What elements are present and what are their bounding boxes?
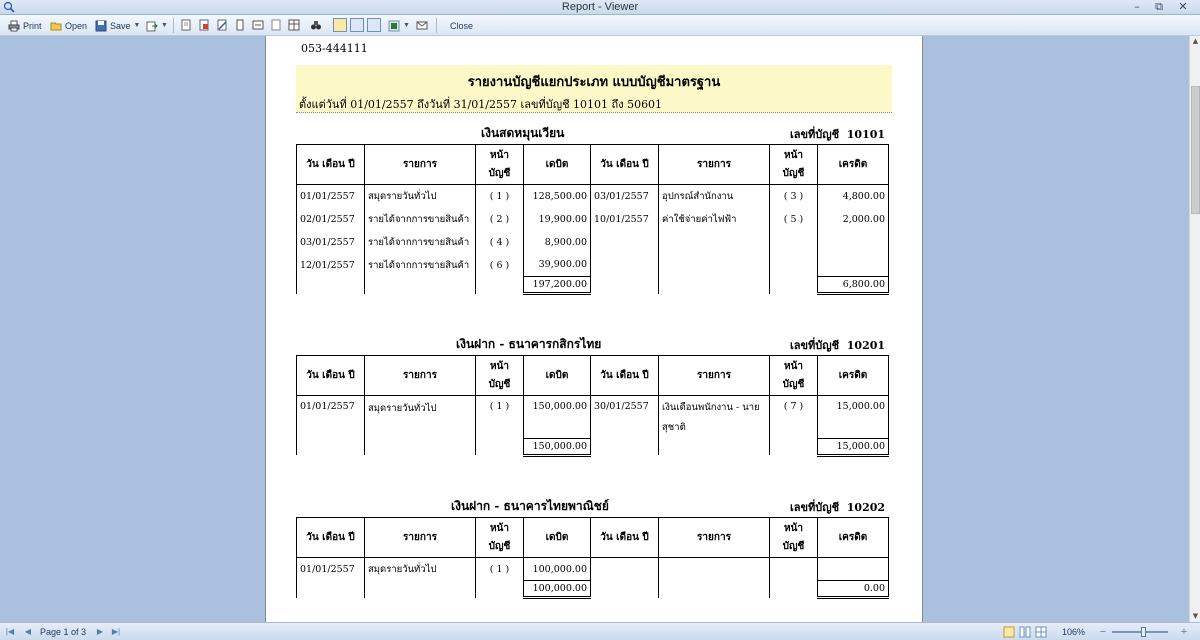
zoom-out-icon[interactable]: − xyxy=(1099,626,1107,638)
table-row: 01/01/2557 สมุดรายวันทั่วไป ( 1 ) 150,000.00 30/01/2557 เงินเดือนพนักงาน - นาย สุชาติ ( 7 ) 15,000.00 xyxy=(297,396,889,439)
report-title: รายงานบัญชีแยกประเภท แบบบัญชีมาตรฐาน xyxy=(467,75,721,90)
print-label: Print xyxy=(23,20,42,31)
col-ref: หน้า บัญชี xyxy=(476,518,524,558)
account-number-value: 10201 xyxy=(846,339,886,352)
col-date: วัน เดือน ปี xyxy=(591,518,659,558)
col-date: วัน เดือน ปี xyxy=(297,356,365,396)
view-two-pages-button[interactable] xyxy=(350,18,364,32)
col-desc: รายการ xyxy=(365,145,476,185)
col-date: วัน เดือน ปี xyxy=(591,145,659,185)
table-row: 02/01/2557 รายได้จากการขายสินค้า ( 2 ) 19,900.00 10/01/2557 ค่าใช้จ่ายค่าไฟฟ้า ( 5 ) 2,000.00 xyxy=(297,208,889,231)
ledger-table xyxy=(296,144,889,295)
zoom-in-icon[interactable]: + xyxy=(1180,626,1188,638)
close-report-button[interactable] xyxy=(450,18,473,33)
open-button[interactable] xyxy=(50,18,87,33)
col-credit: เครดิต xyxy=(818,518,889,558)
col-debit: เดบิต xyxy=(524,356,591,396)
zoom-slider-track[interactable] xyxy=(1112,631,1168,633)
report-header xyxy=(296,65,892,113)
section-title: เงินฝาก - ธนาคารกสิกรไทย xyxy=(456,337,602,351)
export-button[interactable] xyxy=(146,18,168,33)
zoom-level: 106% xyxy=(1062,627,1086,637)
single-page-view-icon[interactable] xyxy=(1003,626,1015,638)
col-ref: หน้า บัญชี xyxy=(476,356,524,396)
table-row: 01/01/2557 สมุดรายวันทั่วไป ( 1 ) 128,500.00 03/01/2557 อุปกรณ์สำนักงาน ( 3 ) 4,800.00 xyxy=(297,185,889,208)
floppy-disk-icon xyxy=(95,20,107,32)
scroll-up-arrow-icon[interactable]: ▲ xyxy=(1192,37,1199,45)
account-number xyxy=(790,125,885,143)
restore-button[interactable]: ⧉ xyxy=(1155,0,1163,13)
debit-total: 100,000.00 xyxy=(524,581,591,598)
document-red-icon[interactable] xyxy=(198,19,210,31)
account-number-label: เลขที่บัญชี xyxy=(790,339,840,352)
col-ref: หน้า บัญชี xyxy=(476,145,524,185)
debit-total: 197,200.00 xyxy=(524,277,591,294)
find-binoculars-icon[interactable] xyxy=(310,19,322,31)
table-row: 12/01/2557 รายได้จากการขายสินค้า ( 6 ) 39,900.00 xyxy=(297,254,889,277)
edit-page-icon[interactable] xyxy=(216,19,228,31)
view-multi-page-button[interactable] xyxy=(388,18,410,33)
open-label: Open xyxy=(65,20,88,31)
report-viewport[interactable] xyxy=(0,36,1189,622)
total-row xyxy=(297,438,889,455)
col-date: วัน เดือน ปี xyxy=(591,356,659,396)
debit-total: 150,000.00 xyxy=(524,438,591,455)
col-debit: เดบิต xyxy=(524,145,591,185)
next-page-icon[interactable]: ▶ xyxy=(96,627,104,636)
col-desc: รายการ xyxy=(659,518,770,558)
col-credit: เครดิต xyxy=(818,356,889,396)
multi-page-dropdown-chevron-icon[interactable]: ▼ xyxy=(403,22,410,29)
ledger-table xyxy=(296,517,889,599)
table-row: 03/01/2557 รายได้จากการขายสินค้า ( 4 ) 8,900.00 xyxy=(297,231,889,254)
title-bar xyxy=(0,0,1200,15)
view-four-pages-button[interactable] xyxy=(367,18,381,32)
vertical-scrollbar[interactable] xyxy=(1189,36,1200,622)
save-button[interactable] xyxy=(95,18,140,33)
col-date: วัน เดือน ปี xyxy=(297,518,365,558)
email-icon[interactable] xyxy=(416,19,428,31)
folder-icon xyxy=(50,20,62,32)
last-page-icon[interactable]: ▶| xyxy=(111,627,121,636)
page-width-icon[interactable] xyxy=(252,19,264,31)
page-indicator: Page 1 of 3 xyxy=(40,627,87,637)
col-ref: หน้า บัญชี xyxy=(770,356,818,396)
col-desc: รายการ xyxy=(365,356,476,396)
columns-icon[interactable] xyxy=(288,19,300,31)
close-window-button[interactable]: ✕ xyxy=(1178,0,1188,13)
col-desc: รายการ xyxy=(365,518,476,558)
col-credit: เครดิต xyxy=(818,145,889,185)
account-number xyxy=(790,336,885,354)
total-row xyxy=(297,581,889,598)
scroll-thumb[interactable] xyxy=(1191,86,1200,214)
two-page-view-icon[interactable] xyxy=(1019,626,1031,638)
first-page-icon[interactable]: |◀ xyxy=(5,627,15,636)
report-range: ตั้งแต่วันที่ 01/01/2557 ถึงวันที่ 31/01/2557 เลขที่บัญชี 10101 ถึง 50601 xyxy=(299,98,663,111)
window-title: Report - Viewer xyxy=(561,1,639,13)
export-icon xyxy=(146,20,158,32)
account-number-label: เลขที่บัญชี xyxy=(790,501,840,514)
minimize-button[interactable]: – xyxy=(1134,0,1140,13)
save-dropdown-chevron-icon[interactable]: ▼ xyxy=(133,22,141,29)
print-button[interactable] xyxy=(8,18,42,33)
view-single-page-button[interactable] xyxy=(333,18,347,32)
save-label: Save xyxy=(110,20,131,31)
export-dropdown-chevron-icon[interactable]: ▼ xyxy=(161,22,168,29)
zoom-slider-thumb[interactable] xyxy=(1141,627,1146,637)
single-page-icon[interactable] xyxy=(234,19,246,31)
col-desc: รายการ xyxy=(659,145,770,185)
account-number-value: 10101 xyxy=(846,128,886,141)
section-title: เงินสดหมุนเวียน xyxy=(481,126,565,140)
toolbar-separator xyxy=(173,18,174,33)
report-page xyxy=(265,36,923,622)
close-label: Close xyxy=(450,20,474,31)
col-desc: รายการ xyxy=(659,356,770,396)
section-title: เงินฝาก - ธนาคารไทยพาณิชย์ xyxy=(451,499,609,513)
page-setup-icon[interactable] xyxy=(180,19,192,31)
col-ref: หน้า บัญชี xyxy=(770,145,818,185)
credit-total: 0.00 xyxy=(818,581,889,598)
prev-page-icon[interactable]: ◀ xyxy=(24,627,32,636)
grid-view-icon xyxy=(388,20,400,32)
status-bar xyxy=(0,622,1200,640)
toolbar xyxy=(0,15,1200,36)
ledger-table xyxy=(296,355,889,457)
col-debit: เดบิต xyxy=(524,518,591,558)
account-number-label: เลขที่บัญชี xyxy=(790,128,840,141)
account-number-value: 10202 xyxy=(846,501,886,514)
table-row: 01/01/2557 สมุดรายวันทั่วไป ( 1 ) 100,000.00 xyxy=(297,558,889,581)
multi-page-view-icon[interactable] xyxy=(1035,626,1047,638)
credit-total: 6,800.00 xyxy=(818,277,889,294)
credit-total: 15,000.00 xyxy=(818,438,889,455)
total-row xyxy=(297,277,889,294)
col-ref: หน้า บัญชี xyxy=(770,518,818,558)
document-view-icon[interactable] xyxy=(270,19,282,31)
printer-icon xyxy=(8,20,20,32)
col-date: วัน เดือน ปี xyxy=(297,145,365,185)
account-number xyxy=(790,498,885,516)
toolbar-separator xyxy=(436,18,437,33)
scroll-down-arrow-icon[interactable]: ▼ xyxy=(1192,612,1199,620)
company-phone: 053-444111 xyxy=(301,42,368,55)
